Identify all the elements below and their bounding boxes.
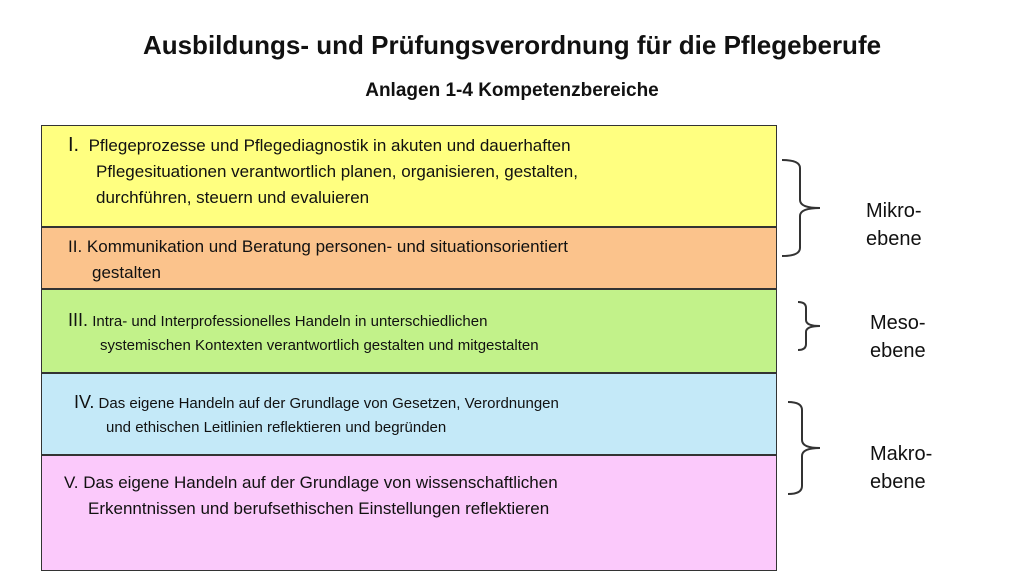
- level-makro-line-2: ebene: [870, 471, 926, 493]
- area-3-line-2: systemischen Kontexten verantwortlich gestalten und mitgestalten: [100, 337, 539, 354]
- area-1-line-1: Pflegeprozesse und Pflegediagnostik in akuten und dauerhaften: [88, 136, 571, 155]
- area-2-text: [68, 234, 568, 286]
- area-1-line-3: durchführen, steuern und evaluieren: [96, 188, 370, 207]
- bracket-meso: [796, 300, 826, 352]
- area-3-text: [68, 308, 539, 358]
- area-4-line-1: Das eigene Handeln auf der Grundlage von Gesetzen, Verordnungen: [98, 395, 559, 412]
- level-makro-line-1: Makro-: [870, 443, 933, 465]
- competency-area-5: [41, 455, 777, 571]
- level-meso-line-2: ebene: [870, 340, 926, 362]
- area-4-line-2: und ethischen Leitlinien reflektieren und begründen: [106, 419, 447, 436]
- area-4-text: [74, 390, 559, 440]
- area-5-line-1: Das eigene Handeln auf der Grundlage von wissenschaftlichen: [83, 473, 558, 492]
- competency-area-3: [41, 289, 777, 373]
- level-mikro-line-1: Mikro-: [866, 200, 922, 222]
- area-3-line-1: Intra- und Interprofessionelles Handeln in unterschiedlichen: [92, 313, 488, 330]
- area-1-line-2: Pflegesituationen verantwortlich planen, organisieren, gestalten,: [96, 162, 578, 181]
- level-meso-line-1: Meso-: [870, 312, 926, 334]
- level-mikro: [866, 197, 922, 253]
- bracket-mikro: [780, 158, 826, 258]
- competency-area-4: [41, 373, 777, 455]
- area-1-text: [68, 132, 578, 211]
- level-meso: [870, 309, 926, 365]
- competency-area-1: [41, 125, 777, 227]
- level-makro: [870, 440, 932, 496]
- area-5-line-2: Erkenntnissen und berufsethischen Einstellungen reflektieren: [88, 499, 550, 518]
- area-1-numeral: I.: [68, 134, 80, 156]
- area-3-numeral: III.: [68, 310, 89, 330]
- area-2-line-2: gestalten: [92, 263, 161, 282]
- area-2-line-1: Kommunikation und Beratung personen- und situationsorientiert: [86, 237, 568, 256]
- competency-area-2: [41, 227, 777, 289]
- subtitle: Anlagen 1-4 Kompetenzbereiche: [365, 80, 659, 101]
- level-mikro-line-2: ebene: [866, 228, 922, 250]
- area-5-numeral: V.: [64, 473, 79, 492]
- area-4-numeral: IV.: [74, 392, 95, 412]
- area-2-numeral: II.: [68, 237, 83, 256]
- bracket-makro: [786, 400, 826, 498]
- main-title: Ausbildungs- und Prüfungsverordnung für die Pflegeberufe: [142, 30, 882, 60]
- area-5-text: [64, 470, 558, 522]
